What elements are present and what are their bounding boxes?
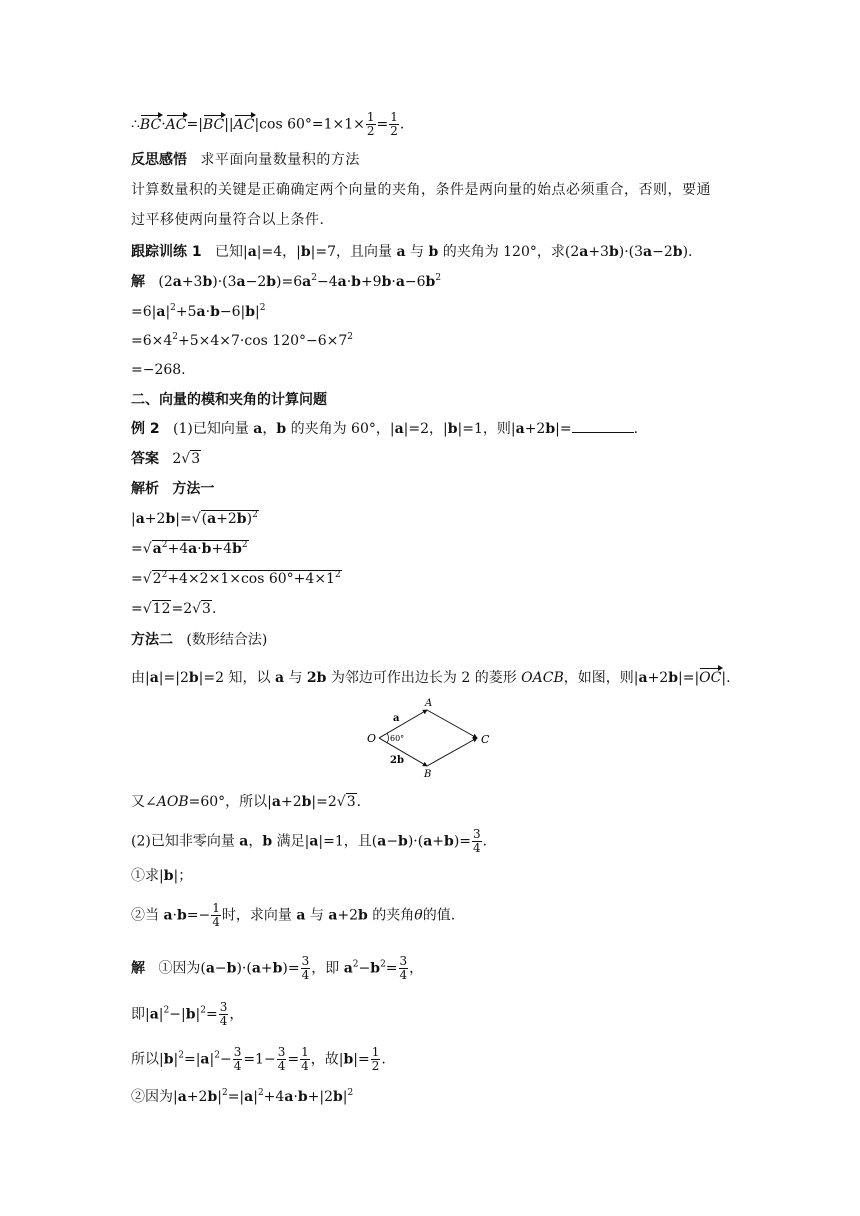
- solution-2-line-3: 所以$|b|^2=|a|^2-$ $\frac{3}{4}$ =1− $\frac{3}{4}$ = $\frac{1}{4}$ ，故|b|= $\frac{1}{2}$ .: [131, 1045, 386, 1073]
- rhombus-figure: [365, 697, 495, 781]
- fraction: $\frac{3}{4}$: [399, 954, 408, 982]
- fraction: $\frac{3}{4}$: [277, 1045, 286, 1073]
- sqrt: √3: [336, 794, 356, 810]
- exercise-1: 跟踪训练 1 已知|a|=4，|b|=7，且向量 a 与 b 的夹角为 120°，求(2a+3b)·(3a−2b).: [131, 244, 693, 260]
- edge-ac-line: [427, 710, 477, 738]
- question-1: ①求|b|；: [131, 868, 193, 884]
- reflection-heading: 反思感悟 求平面向量数量积的方法: [131, 152, 360, 168]
- conclusion-line: 又∠AOB=60°，所以|a+2b|=2√3.: [131, 794, 362, 810]
- solution-line-2: $=6|a|^2+5a\cdot b-6|b|^2$: [131, 303, 266, 320]
- analysis-line-1: $|a+2b|=√(a+2b)^2$: [131, 510, 258, 527]
- solution-line-3: $=6\times 4^2+5\times 4\times 7\cdot\cos$ $120^\circ-6\times 7^2$: [131, 332, 354, 349]
- fraction: $\frac{1}{2}$: [371, 1045, 380, 1073]
- fraction: $\frac{1}{2}$: [390, 110, 398, 138]
- fraction: $\frac{3}{4}$: [301, 954, 310, 982]
- solution-2-line-1: 解 ①因为(a−b)·(a+b)= $\frac{3}{4}$ ，即 $a^2-b^2=$ $\frac{3}{4}$ ，: [131, 954, 424, 982]
- solution-line-4: =−268.: [131, 362, 186, 378]
- answer-blank: [572, 420, 634, 433]
- method-2-text: 由|a|=|2b|=2 知，以 a 与 2b 为邻边可作出边长为 2 的菱形 OACB，如图，则|a+2b|=|OC|.: [131, 670, 731, 686]
- analysis-heading: 解析 方法一: [131, 481, 215, 497]
- fraction: $\frac{1}{2}$: [366, 110, 375, 138]
- edge-bc-line: [427, 738, 477, 766]
- sqrt: √12: [142, 601, 171, 617]
- sqrt: √3: [192, 601, 211, 617]
- fraction: $\frac{1}{4}$: [212, 901, 220, 929]
- fraction: $\frac{3}{4}$: [233, 1045, 242, 1073]
- reflection-text-2: 过平移使两向量符合以上条件.: [131, 212, 325, 228]
- solution-2-line-4: ②因为$|a+2b|^2=|a|^2+4a\cdot b+|2b|^2$: [131, 1088, 354, 1105]
- answer-line: 答案 2√3: [131, 451, 201, 467]
- sqrt: $√2^2+4\times 2\times 1\times\cos$ $60^\circ+4\times 1^2$: [142, 570, 341, 587]
- method-2-heading: 方法二 (数形结合法): [131, 632, 268, 648]
- question-2: ②当 a·b=− $\frac{1}{4}$ 时，求向量 a 与 a+2b 的夹角θ的值.: [131, 901, 456, 929]
- label-b-point: B: [424, 769, 432, 780]
- example-2-part-1: 例 2 (1)已知向量 a，b 的夹角为 60°，|a|=2，|b|=1，则|a+2b|= .: [131, 421, 639, 437]
- solution-2-line-2: 即$|a|^2-|b|^2=$ $\frac{3}{4}$ ，: [131, 1000, 244, 1028]
- sqrt: $√a^2+4a\cdot b+4b^2$: [142, 540, 248, 557]
- analysis-line-4: =√12=2√3.: [131, 601, 217, 617]
- label-vector-a: a: [393, 713, 400, 724]
- example-2-part-2: (2)已知非零向量 a，b 满足|a|=1，且(a−b)·(a+b)= $\frac{3}{4}$ .: [131, 827, 488, 855]
- label-vector-2b: 2b: [390, 755, 404, 766]
- analysis-line-2: $=√a^2+4a\cdot b+4b^2$: [131, 540, 248, 557]
- fraction: $\frac{3}{4}$: [473, 827, 481, 855]
- sqrt: √3: [181, 451, 201, 467]
- fraction: $\frac{1}{4}$: [301, 1045, 309, 1073]
- section-heading-2: 二、向量的模和夹角的计算问题: [131, 392, 327, 408]
- angle-arc: [387, 733, 389, 743]
- fraction: $\frac{3}{4}$: [219, 1000, 228, 1028]
- label-c-point: C: [481, 733, 490, 746]
- line-bc-dot-ac: ∴BC·AC=|BC||AC|cos 60°=1×1× $\frac{1}{2}$ = $\frac{1}{2}$ .: [131, 110, 405, 138]
- label-a-point: A: [425, 698, 433, 709]
- sqrt: $√(a+2b)^2$: [191, 510, 258, 527]
- label-angle: 60°: [390, 734, 405, 743]
- label-o: O: [367, 732, 377, 745]
- reflection-text-1: 计算数量积的关键是正确确定两个向量的夹角，条件是两向量的始点必须重合，否则，要通: [131, 182, 711, 198]
- solution-line-1: 解 $(2a+3b)\cdot(3a-2b)=6a^2-4a\cdot b+9b\cdot a-6b^2$: [131, 273, 442, 290]
- analysis-line-3: $=√2^2+4\times 2\times 1\times\cos$ $60^\circ+4\times 1^2$: [131, 570, 341, 587]
